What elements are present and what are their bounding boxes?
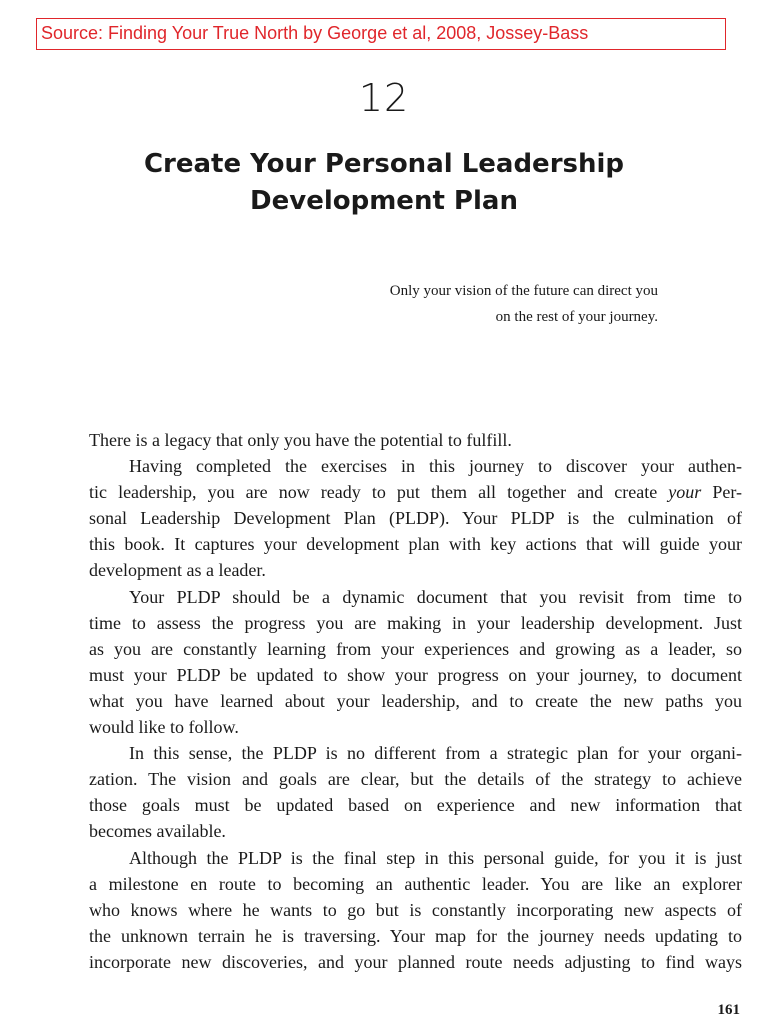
body-line: what you have learned about your leadership, and to create the new paths you: [89, 690, 742, 711]
body-line: as you are constantly learning from your experiences and growing as a leader, so: [89, 638, 742, 659]
body-line: development as a leader.: [89, 560, 266, 581]
body-line: this book. It captures your development plan with key actions that will guide your: [89, 534, 742, 555]
chapter-number: 12: [358, 76, 410, 120]
body-line: [89, 479, 742, 505]
body-line: There is a legacy that only you have the potential to fulfill.: [89, 430, 512, 450]
chapter-title-line: Development Plan: [250, 186, 518, 216]
body-line: Although the PLDP is the final step in this personal guide, for you it is just: [129, 847, 742, 868]
source-citation-box: [36, 18, 726, 50]
body-line-segment: tic leadership, you are now ready to put them all together and create: [89, 482, 658, 503]
body-line: the unknown terrain he is traversing. Your map for the journey needs updating to: [89, 925, 742, 946]
body-line-emphasis: your: [668, 482, 702, 503]
body-line: Having completed the exercises in this journey to discover your authen-: [129, 456, 742, 477]
source-citation-text: Source: Finding Your True North by George et al, 2008, Jossey-Bass: [41, 23, 589, 43]
chapter-title: [0, 146, 768, 220]
body-line-segment: Per-: [712, 482, 742, 503]
epigraph: [300, 278, 658, 330]
body-line: zation. The vision and goals are clear, but the details of the strategy to achieve: [89, 769, 742, 790]
body-text: [89, 427, 742, 975]
epigraph-line: Only your vision of the future can direct you: [389, 283, 658, 299]
body-line: would like to follow.: [89, 717, 239, 738]
body-line: those goals must be updated based on experience and new information that: [89, 795, 742, 816]
body-line: who knows where he wants to go but is constantly incorporating new aspects of: [89, 899, 742, 920]
body-line: a milestone en route to becoming an authentic leader. You are like an explorer: [89, 873, 742, 894]
body-line: sonal Leadership Development Plan (PLDP). Your PLDP is the culmination of: [89, 508, 742, 529]
chapter-title-line: Create Your Personal Leadership: [143, 149, 625, 179]
page-number: 161: [717, 1002, 740, 1018]
body-line: must your PLDP be updated to show your progress on your journey, to document: [89, 664, 742, 685]
epigraph-line: on the rest of your journey.: [495, 309, 658, 325]
body-line: In this sense, the PLDP is no different from a strategic plan for your organi-: [129, 743, 742, 764]
body-line: time to assess the progress you are making in your leadership development. Just: [89, 612, 742, 633]
body-line: incorporate new discoveries, and your planned route needs adjusting to find ways: [89, 951, 742, 972]
body-line: Your PLDP should be a dynamic document that you revisit from time to: [129, 586, 742, 607]
body-line: becomes available.: [89, 821, 226, 842]
